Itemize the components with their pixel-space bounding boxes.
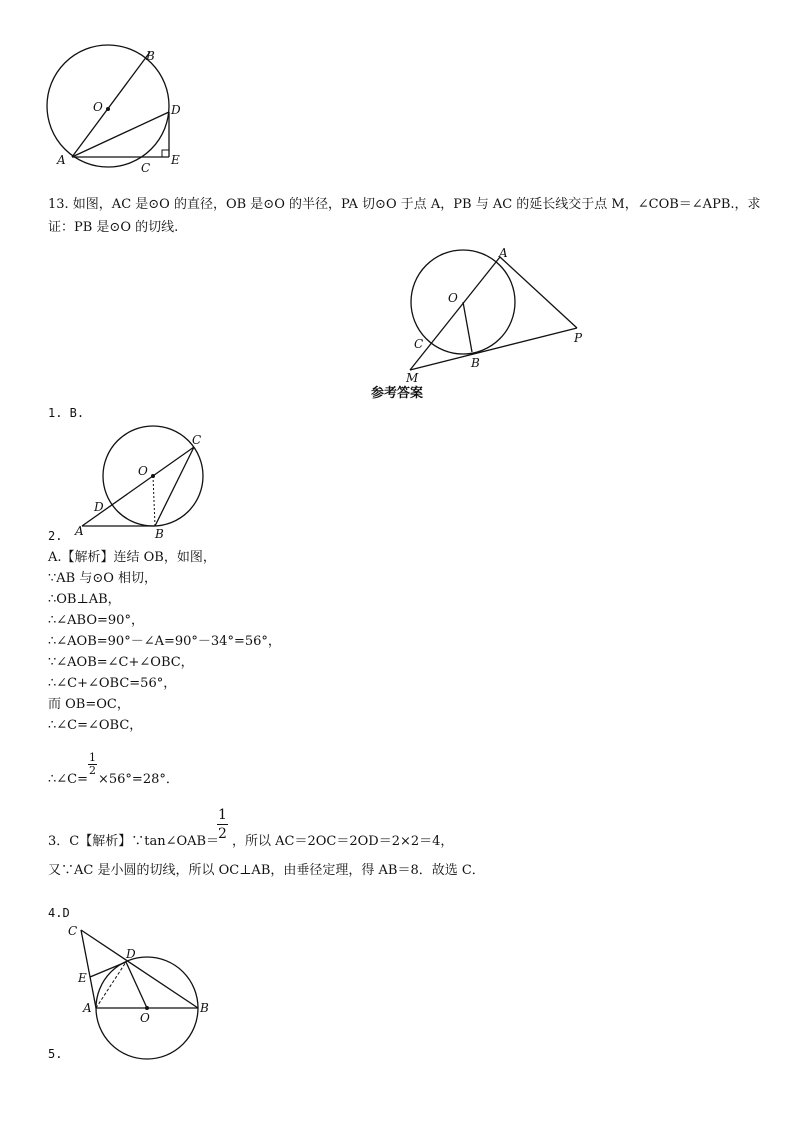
a2-line-4: ∴∠AOB=90°－∠A=90°－34°=56°， [48,634,281,649]
q13-line2: 证：PB 是⊙O 的切线. [48,220,179,235]
label-p: P [574,331,583,345]
label-c: C [68,924,78,938]
label-a: A [83,1001,92,1015]
label-b: B [471,356,480,370]
label-a: A [57,153,66,167]
a2-fraction [88,752,97,777]
a3-line2: 又∵AC 是小圆的切线，所以 OC⊥AB，由垂径定理，得 AB＝8．故选 C． [48,863,485,878]
label-d: D [94,500,104,514]
a2-conclusion-prefix: ∴∠C= [48,772,89,787]
fraction-denominator: 2 [218,826,227,842]
a3-fraction [217,806,228,843]
answers-title: 参考答案 [370,386,423,401]
label-c: C [192,433,202,447]
figure-answer-4 [60,920,220,1060]
a3-line1-suffix: ，所以 AC＝2OC＝2OD＝2×2＝4， [232,834,454,849]
answer-4: 4.D [48,906,70,920]
label-c: C [141,161,151,174]
fraction-numerator: 1 [218,807,227,823]
answer-5: 5. [48,1047,63,1061]
label-d: D [126,947,136,961]
label-d: D [171,103,181,117]
a2-line-5: ∵∠AOB=∠C+∠OBC， [48,655,194,670]
answer-2-number: 2. [48,529,63,543]
label-b: B [155,527,164,540]
label-o: O [448,291,458,305]
a2-line-0: A.【解析】连结 OB，如图， [48,550,216,565]
label-e: E [171,153,180,167]
label-e: E [78,971,87,985]
label-m: M [406,371,419,385]
label-o: O [140,1011,150,1025]
fraction-denominator: 2 [89,764,96,777]
label-b: B [146,49,155,63]
figure-answer-2 [70,425,220,540]
circle-o [47,45,169,167]
a2-line-6: ∴∠C+∠OBC=56°， [48,676,177,691]
figure-q13-tangent [400,240,600,390]
a2-line-1: ∵AB 与⊙O 相切， [48,571,158,586]
label-a: A [75,524,84,538]
fraction-numerator: 1 [89,751,96,764]
a3-line1-prefix: 3．C【解析】∵tan∠OAB＝ [48,834,220,849]
answer-1: 1. B. [48,406,85,420]
label-o: O [93,100,103,114]
label-a: A [499,246,508,260]
label-b: B [200,1001,209,1015]
a2-line-3: ∴∠ABO=90°， [48,613,144,628]
label-o: O [138,464,148,478]
a2-conclusion-suffix: ×56°=28°． [98,772,179,787]
a2-line-2: ∴OB⊥AB， [48,592,121,607]
q13-line1: 13. 如图，AC 是⊙O 的直径，OB 是⊙O 的半径，PA 切⊙O 于点 A，PB 与 AC 的延长线交于点 M，∠COB＝∠APB.，求 [48,197,761,212]
figure-circle-abcde [40,44,190,174]
label-c: C [414,337,424,351]
a2-line-8: ∴∠C=∠OBC， [48,718,143,733]
a2-line-7: 而 OB=OC， [48,697,130,712]
